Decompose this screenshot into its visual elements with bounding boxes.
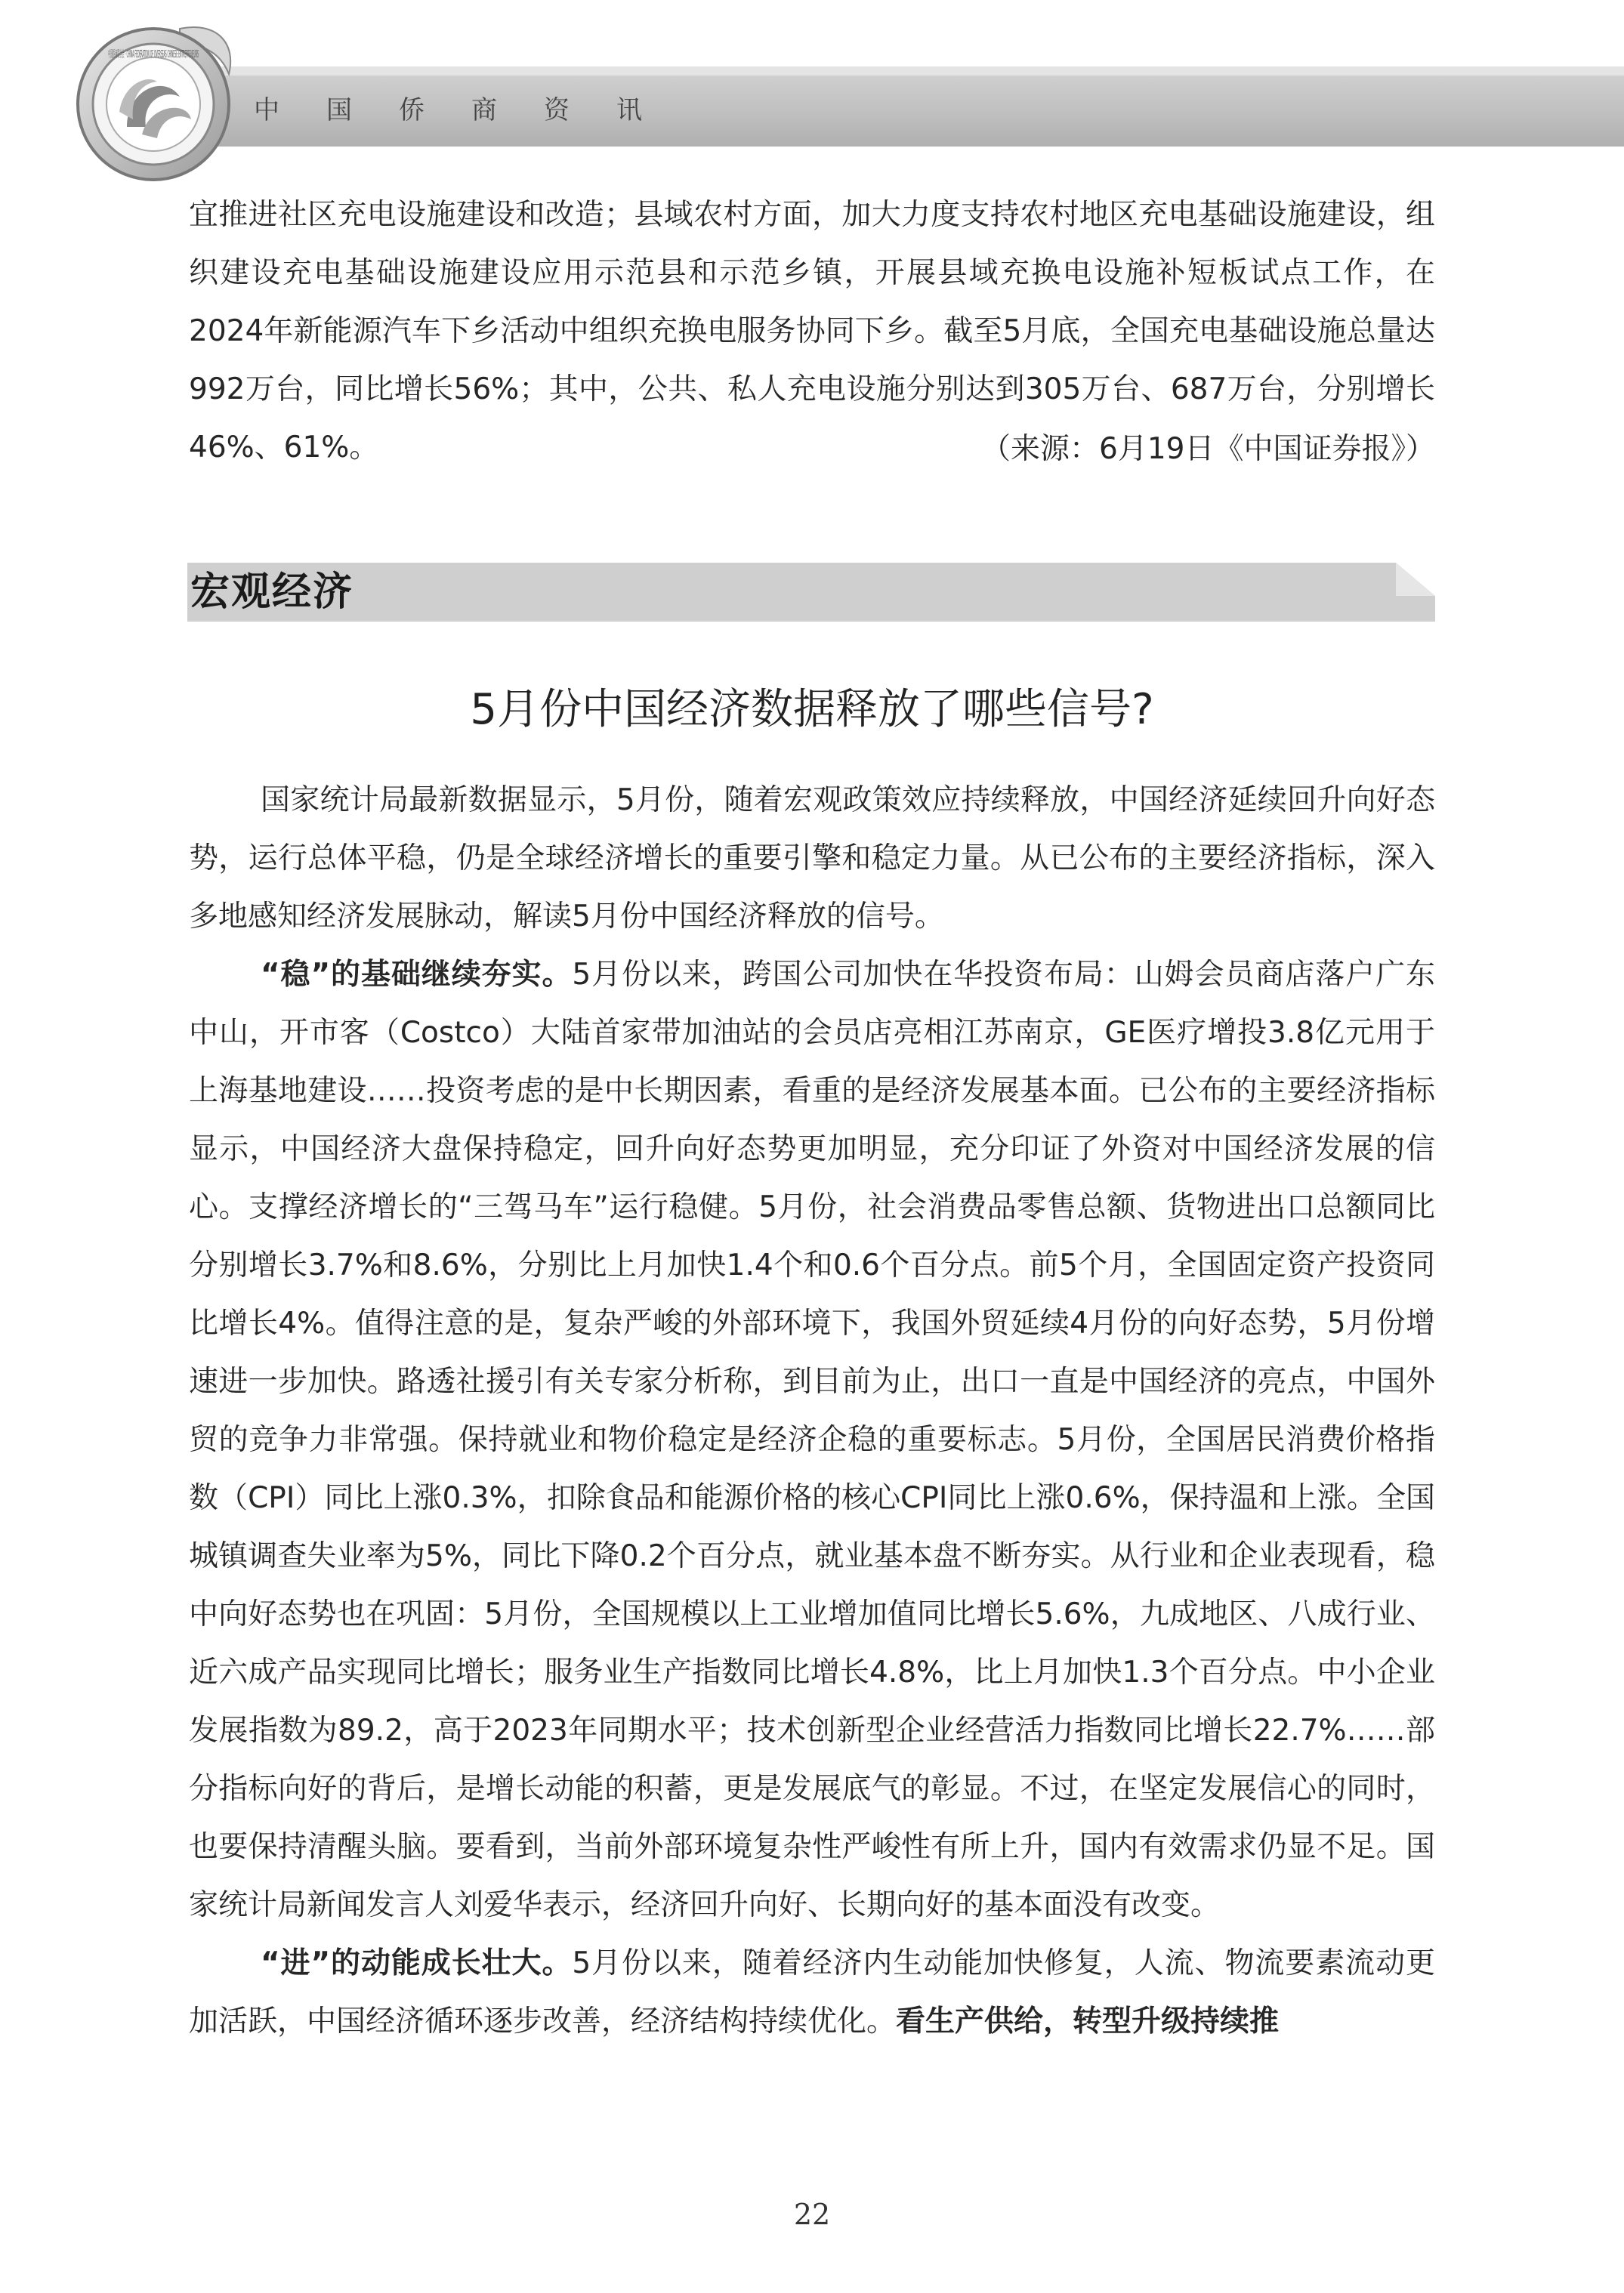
section-bar [187,563,1435,622]
article-paragraph-1: 国家统计局最新数据显示，5月份，随着宏观政策效应持续释放，中国经济延续回升向好态势，运行总体平稳，仍是全球经济增长的重要引擎和稳定力量。从已公布的主要经济指标，深入多地感知经济发展脉动，解读5月份中国经济释放的信号。 [189,783,1435,934]
article-body [189,771,1435,2051]
intro-source: （来源：6月19日《中国证券报》） [981,432,1435,466]
paragraph-3-text: 5月份以来，随着经济内生动能加快修复，人流、物流要素流动更加活跃，中国经济循环逐步改善，经济结构持续优化。 [189,1946,1435,2038]
section-label: 宏观经济 [190,569,354,615]
page-number: 22 [793,2198,831,2231]
logo-text: 中国侨商联合会 · CHINA FEDERATION OF OVERSEAS CHINESE ENTREPRENEURS [108,49,489,60]
article-title: 5月份中国经济数据释放了哪些信号? [470,685,1154,734]
header-band-highlight [204,66,1624,76]
paragraph-3-bold-tail: 看生产供给，转型升级持续推 [896,2004,1280,2038]
header-title: 中国侨商资讯 [254,95,689,125]
paragraph-2-text: 5月份以来，跨国公司加快在华投资布局：山姆会员商店落户广东中山，开市客（Costco）大陆首家带加油站的会员店亮相江苏南京，GE医疗增投3.8亿元用于上海基地建设……投资考虑的是中长期因素，看重的是经济发展基本面。已公布的主要经济指标显示，中国经济大盘保持稳定，回升向好态势更加明显，充分印证了外资对中国经济发展的信心。支撑经济增长的“三驾马车”运行稳健。5月份，社会消费品零售总额、货物进出口总额同比分别增长3.7%和8.6%，分别比上月加快1.4个和0.6个百分点。前5个月，全国固定资产投资同比增长4%。值得注意的是，复杂严峻的外部环境下，我国外贸延续4月份的向好态势，5月份增速进一步加快。路透社援引有关专家分析称，到目前为止，出口一直是中国经济的亮点，中国外贸的竞争力非常强。保持就业和物价稳定是经济企稳的重要标志。5月份，全国居民消费价格指数（CPI）同比上涨0.3%，扣除食品和能源价格的核心CPI同比上涨0.6%，保持温和上涨。全国城镇调查失业率为5%，同比下降0.2个百分点，就业基本盘不断夯实。从行业和企业表现看，稳中向好态势也在巩固：5月份，全国规模以上工业增加值同比增长5.6%，九成地区、八成行业、近六成产品实现同比增长；服务业生产指数同比增长4.8%，比上月加快1.3个百分点。中小企业发展指数为89.2，高于2023年同期水平；技术创新型企业经营活力指数同比增长22.7%……部分指标向好的背后，是增长动能的积蓄，更是发展底气的彰显。不过，在坚定发展信心的同时，也要保持清醒头脑。要看到，当前外部环境复杂性严峻性有所上升，国内有效需求仍显不足。国家统计局新闻发言人刘爱华表示，经济回升向好、长期向好的基本面没有改变。 [189,958,1435,1922]
paragraph-2-lead: “稳”的基础继续夯实。 [261,958,573,992]
article-paragraph-3 [189,1934,1435,2051]
paragraph-3-lead: “进”的动能成长壮大。 [261,1946,573,1980]
article-paragraph-2 [189,946,1435,1934]
intro-paragraph: 宜推进社区充电设施建设和改造；县域农村方面，加大力度支持农村地区充电基础设施建设，组织建设充电基础设施建设应用示范县和示范乡镇，开展县域充换电设施补短板试点工作，在2024年新能源汽车下乡活动中组织充换电服务协同下乡。截至5月底，全国充电基础设施总量达992万台，同比增长56%；其中，公共、私人充电设施分别达到305万台、687万台，分别增长46%、61%。 [189,198,1435,464]
